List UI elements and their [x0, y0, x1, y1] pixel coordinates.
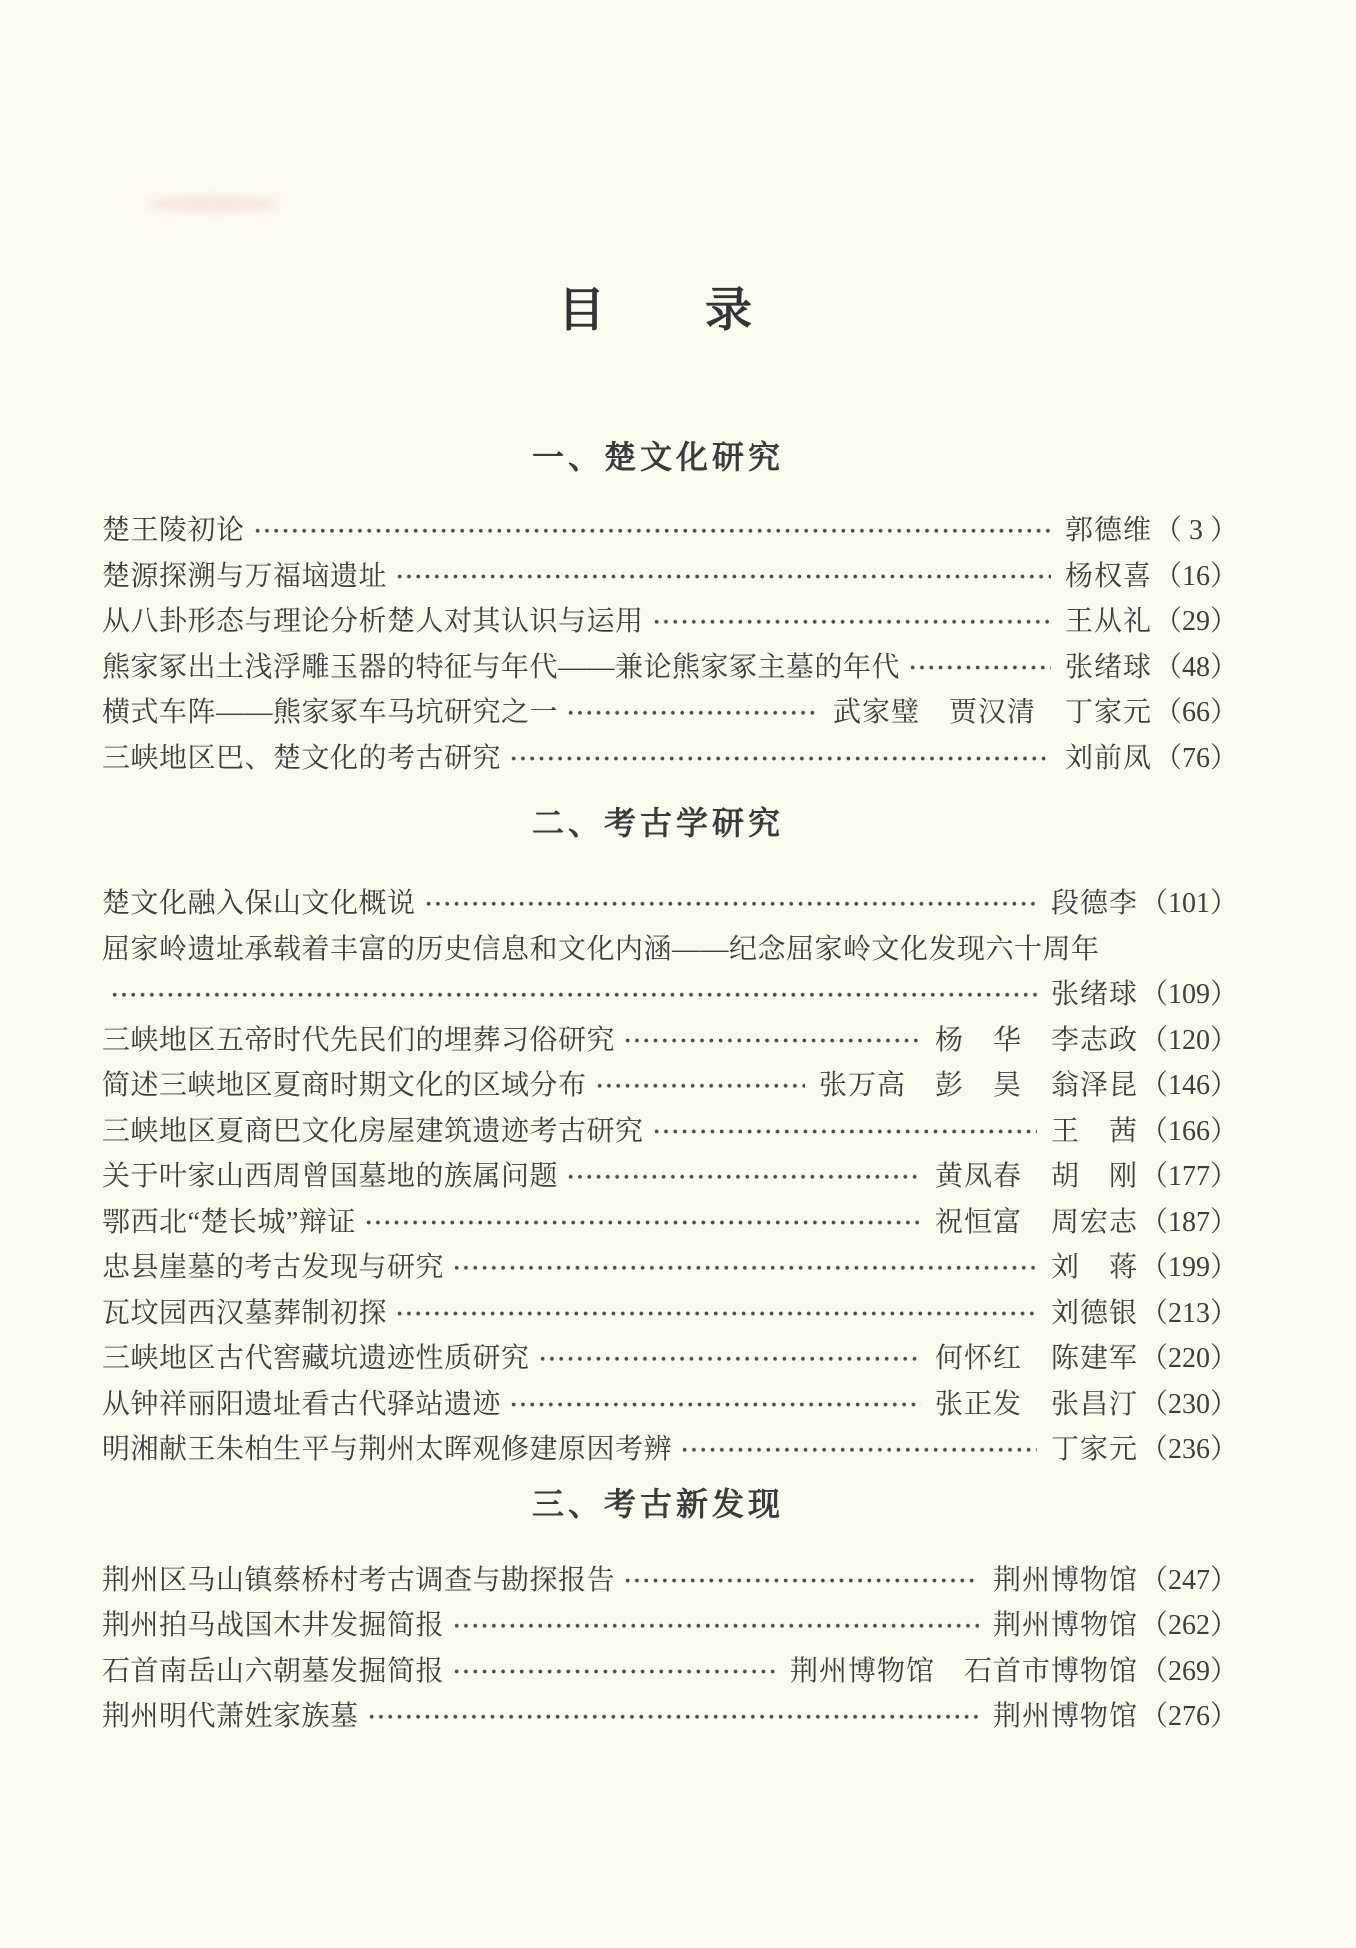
entry-title: 明湘献王朱柏生平与荆州太晖观修建原因考辨: [102, 1434, 673, 1465]
entry-authors: 武家璧 贾汉清 丁家元: [832, 697, 1152, 728]
entry-page: （146）: [1139, 1070, 1238, 1101]
dot-leader: [393, 1291, 1037, 1337]
dot-leader: [450, 1603, 979, 1649]
entry-page: （29）: [1153, 606, 1238, 637]
entry-page: （ 3 ）: [1153, 515, 1238, 546]
entry-page: （187）: [1139, 1206, 1238, 1238]
dot-leader: [564, 1154, 921, 1200]
entry-page: （109）: [1139, 979, 1238, 1010]
entry-authors: 段德李: [1050, 888, 1138, 919]
entry-page: （199）: [1139, 1252, 1238, 1283]
toc-entry: [102, 554, 1238, 600]
entry-title: 忠县崖墓的考古发现与研究: [102, 1252, 445, 1283]
entry-title: 从钟祥丽阳遗址看古代驿站遗迹: [102, 1388, 502, 1420]
entry-title: 熊家冢出土浅浮雕玉器的特征与年代——兼论熊家冢主墓的年代: [102, 651, 901, 683]
entry-authors: 张绪球: [1050, 979, 1138, 1010]
entry-page: （269）: [1139, 1655, 1238, 1687]
entry-authors: 丁家元: [1050, 1434, 1138, 1465]
page-title: 目 录: [558, 285, 754, 337]
entry-page: （276）: [1139, 1701, 1238, 1732]
toc-entry: [102, 1018, 1238, 1064]
dot-leader: [365, 1694, 979, 1740]
entry-title: 屈家岭遗址承载着丰富的历史信息和文化内涵——纪念屈家岭文化发现六十周年: [102, 933, 1100, 965]
section-1-entries: [102, 508, 1238, 781]
entry-page: （236）: [1139, 1434, 1238, 1465]
entry-authors: 张万高 彭 昊 翁泽昆: [818, 1070, 1138, 1101]
entry-page: （48）: [1153, 651, 1238, 683]
entry-authors: 祝恒富 周宏志: [934, 1206, 1138, 1238]
toc-entry: [102, 1245, 1238, 1291]
entry-title: 石首南岳山六朝墓发掘简报: [102, 1655, 445, 1687]
dot-leader: [593, 1063, 805, 1109]
section-heading-1: 一、楚文化研究: [531, 439, 784, 475]
entry-page: （177）: [1139, 1161, 1238, 1192]
entry-page: （230）: [1139, 1388, 1238, 1420]
entry-page: （166）: [1139, 1115, 1238, 1147]
toc-entry-wrap-continuation: [102, 972, 1238, 1018]
section-3-entries: [102, 1558, 1238, 1740]
entry-title: 楚文化融入保山文化概说: [102, 888, 416, 919]
toc-entry: [102, 1154, 1238, 1200]
entry-title: 三峡地区夏商巴文化房屋建筑遗迹考古研究: [102, 1115, 644, 1147]
toc-entry: [102, 645, 1238, 691]
toc-entry-wrap-title: [102, 927, 1238, 973]
toc-entry: [102, 690, 1238, 736]
dot-leader: [450, 1649, 776, 1695]
entry-title: 三峡地区巴、楚文化的考古研究: [102, 742, 502, 774]
entry-page: （262）: [1139, 1610, 1238, 1641]
entry-authors: 刘 蒋: [1050, 1252, 1138, 1283]
entry-authors: 荆州博物馆: [992, 1610, 1138, 1641]
entry-authors: 何怀红 陈建军: [934, 1343, 1138, 1374]
entry-title: 楚源探溯与万福垴遗址: [102, 560, 388, 592]
toc-entry: [102, 1603, 1238, 1649]
entry-page: （76）: [1153, 742, 1238, 774]
entry-authors: 荆州博物馆: [992, 1701, 1138, 1732]
entry-title: 荆州明代萧姓家族墓: [102, 1701, 359, 1732]
entry-authors: 张绪球: [1064, 651, 1152, 683]
dot-leader: [422, 881, 1037, 927]
entry-title: 瓦坟园西汉墓葬制初探: [102, 1297, 388, 1329]
entry-authors: 杨权喜: [1064, 560, 1152, 592]
toc-entry: [102, 599, 1238, 645]
entry-title: 三峡地区五帝时代先民们的埋葬习俗研究: [102, 1024, 616, 1056]
section-2-entries: [102, 881, 1238, 1473]
dot-leader: [621, 1018, 921, 1064]
toc-entry: [102, 1291, 1238, 1337]
toc-entry: [102, 1109, 1238, 1155]
dot-leader: [393, 554, 1051, 600]
entry-page: （220）: [1139, 1343, 1238, 1374]
entry-title: 鄂西北“楚长城”辩证: [102, 1206, 356, 1238]
entry-title: 关于叶家山西周曾国墓地的族属问题: [102, 1161, 559, 1192]
dot-leader: [362, 1200, 921, 1246]
scan-smudge: [148, 196, 278, 212]
entry-title: 从八卦形态与理论分析楚人对其认识与运用: [102, 606, 644, 637]
dot-leader: [906, 645, 1051, 691]
entry-authors: 王 茜: [1050, 1115, 1138, 1147]
dot-leader: [251, 508, 1051, 554]
toc-entry: [102, 1558, 1238, 1604]
dot-leader: [650, 599, 1051, 645]
toc-entry: [102, 1649, 1238, 1695]
entry-title: 横式车阵——熊家冢车马坑研究之一: [102, 697, 559, 728]
entry-title: 简述三峡地区夏商时期文化的区域分布: [102, 1070, 587, 1101]
toc-entry: [102, 1200, 1238, 1246]
entry-title: 荆州拍马战国木井发掘简报: [102, 1610, 445, 1641]
toc-entry: [102, 1427, 1238, 1473]
entry-authors: 杨 华 李志政: [934, 1024, 1138, 1056]
section-heading-2: 二、考古学研究: [531, 805, 784, 841]
entry-authors: 王从礼: [1064, 606, 1152, 637]
dot-leader: [450, 1245, 1037, 1291]
entry-page: （101）: [1139, 888, 1238, 919]
dot-leader: [650, 1109, 1037, 1155]
entry-title: 三峡地区古代窖藏坑遗迹性质研究: [102, 1343, 530, 1374]
toc-entry: [102, 881, 1238, 927]
dot-leader: [108, 972, 1037, 1018]
entry-page: （16）: [1153, 560, 1238, 592]
entry-page: （247）: [1139, 1564, 1238, 1596]
entry-title: 楚王陵初论: [102, 515, 245, 546]
entry-authors: 荆州博物馆: [992, 1564, 1138, 1596]
entry-authors: 刘前凤: [1064, 742, 1152, 774]
entry-authors: 刘德银: [1050, 1297, 1138, 1329]
toc-entry: [102, 1382, 1238, 1428]
entry-authors: 郭德维: [1064, 515, 1152, 546]
dot-leader: [621, 1558, 979, 1604]
dot-leader: [536, 1336, 921, 1382]
entry-title: 荆州区马山镇蔡桥村考古调查与勘探报告: [102, 1564, 616, 1596]
section-heading-3: 三、考古新发现: [531, 1485, 784, 1522]
dot-leader: [564, 690, 819, 736]
dot-leader: [507, 736, 1051, 782]
toc-entry: [102, 1336, 1238, 1382]
dot-leader: [507, 1382, 921, 1428]
entry-authors: 荆州博物馆 石首市博物馆: [789, 1655, 1138, 1687]
entry-authors: 黄凤春 胡 刚: [934, 1161, 1138, 1192]
entry-authors: 张正发 张昌汀: [934, 1388, 1138, 1420]
toc-entry: [102, 1694, 1238, 1740]
entry-page: （66）: [1153, 697, 1238, 728]
dot-leader: [678, 1427, 1037, 1473]
entry-page: （213）: [1139, 1297, 1238, 1329]
toc-entry: [102, 508, 1238, 554]
entry-page: （120）: [1139, 1024, 1238, 1056]
toc-entry: [102, 736, 1238, 782]
toc-entry: [102, 1063, 1238, 1109]
